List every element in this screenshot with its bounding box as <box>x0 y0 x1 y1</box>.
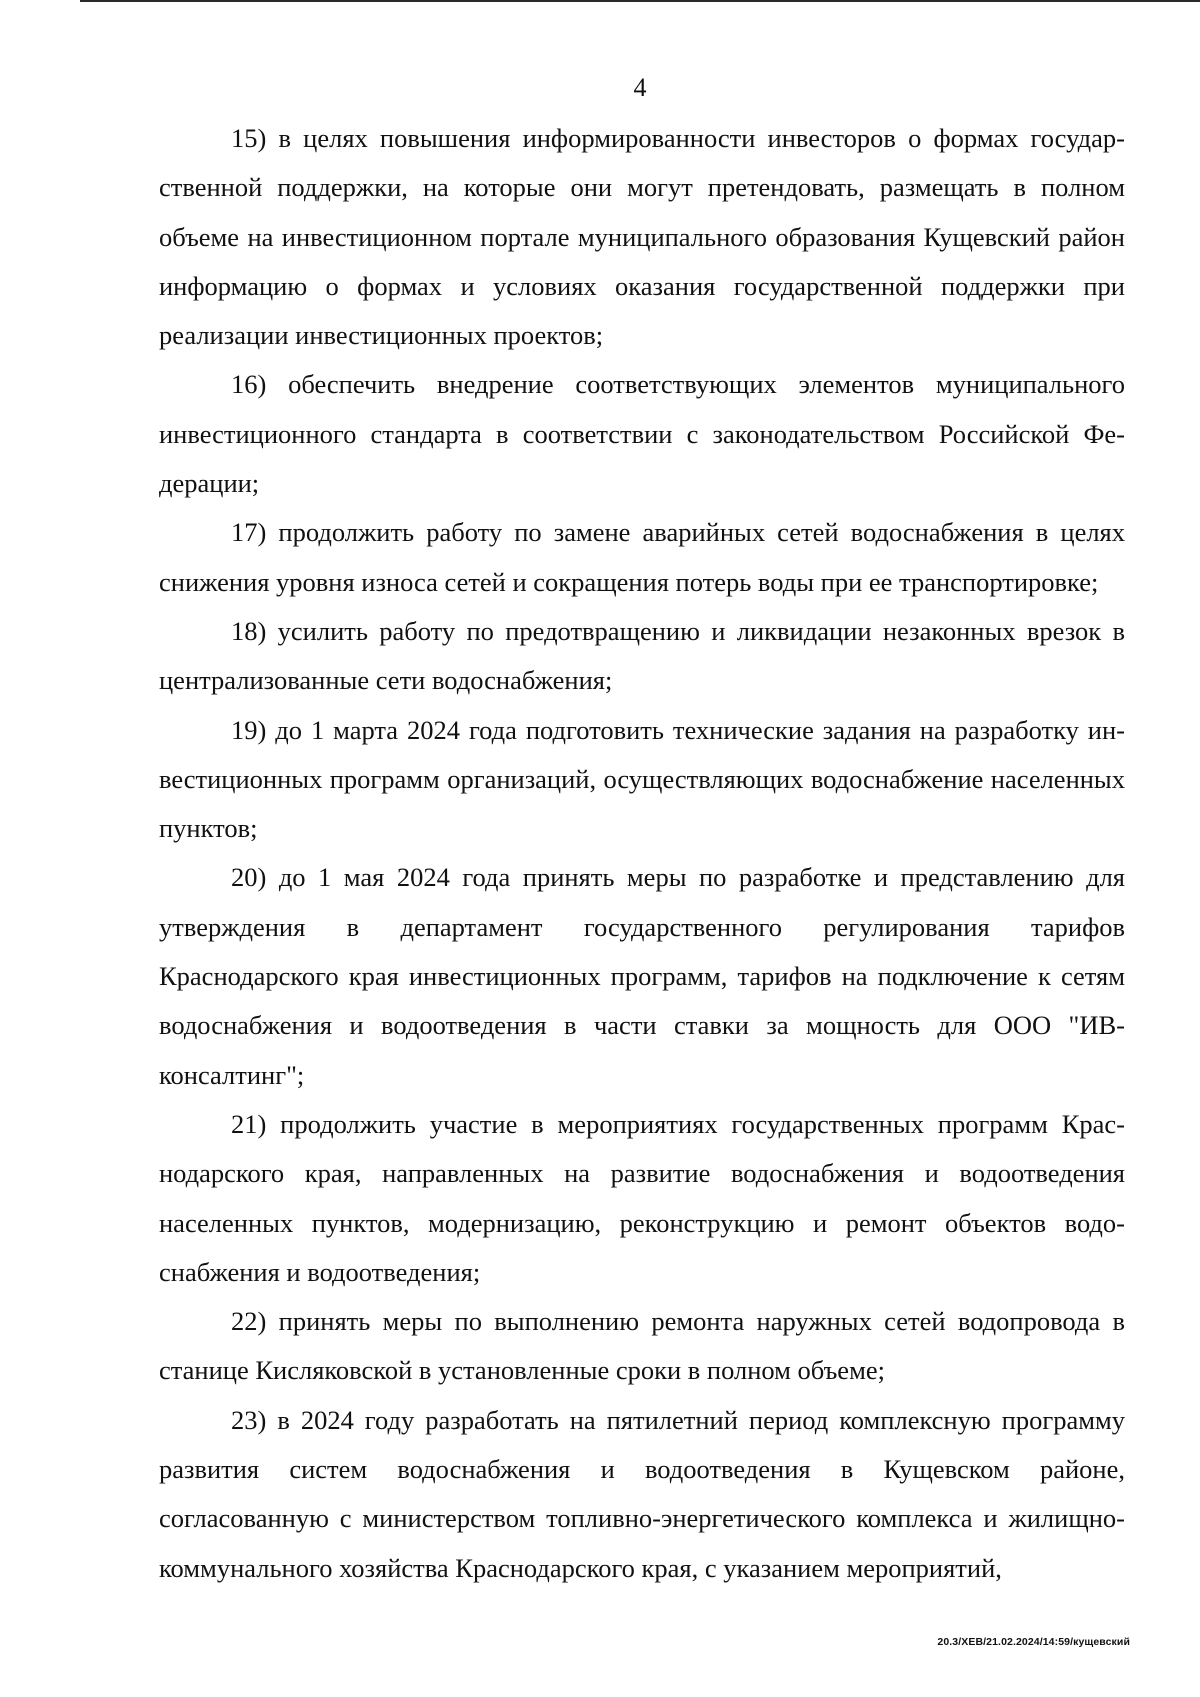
paragraph-item-22: 22) принять меры по выполнению ремонта наружных сетей водопровода в станице Кисляковской в установленные сроки в полном объеме; <box>159 1306 1125 1386</box>
paragraph-item-18: 18) усилить работу по предотвращению и ликвидации незаконных врезок в централизованные сети водоснабжения; <box>159 615 1125 696</box>
paragraph-item-15: 15) в целях повышения информированности инвесторов о формах государственной поддержки, на которые они могут претендовать, размещать в полном объеме на инвестиционном портале муниципального образования Кущевский район информацию о формах и условиях оказания государственной поддержки при реализации инвестиционных проектов; <box>159 123 1125 351</box>
document-body <box>159 114 1125 1593</box>
page-number: 4 <box>633 73 647 102</box>
paragraph-item-17: 17) продолжить работу по замене аварийных сетей водоснабжения в целях снижения уровня износа сетей и сокращения потерь воды при ее транспортировке; <box>159 517 1125 597</box>
paragraph-item-21: 21) продолжить участие в мероприятиях государственных программ Краснодарского края, направленных на развитие водоснабжения и водоотведения населенных пунктов, модернизацию, реконструкцию и ремонт объектов водоснабжения и водоотведения; <box>159 1108 1125 1287</box>
document-registration-stamp: 20.3/ХЕВ/21.02.2024/14:59/кущевский <box>937 1636 1130 1648</box>
paragraph-item-23: 23) в 2024 году разработать на пятилетний период комплексную программу развития систем водоснабжения и водоотведения в Кущевском районе, согласованную с министерством топливно-энергетического комплекса и жилищно-коммунального хозяйства Краснодарского края, с указанием мероприятий, <box>159 1404 1125 1583</box>
paragraph-item-19: 19) до 1 марта 2024 года подготовить технические задания на разработку инвестиционных программ организаций, осуществляющих водоснабжение населенных пунктов; <box>159 714 1125 844</box>
scan-top-edge-line <box>80 0 1200 2</box>
paragraph-item-20: 20) до 1 мая 2024 года принять меры по разработке и представлению для утверждения в департамент государственного регулирования тарифов Краснодарского края инвестиционных программ, тарифов на подключение к сетям водоснабжения и водоотведения в части ставки за мощность для ООО "ИВ-консалтинг"; <box>159 862 1125 1090</box>
paragraph-item-16: 16) обеспечить внедрение соответствующих элементов муниципального инвестиционного стандарта в соответствии с законодательством Российской Федерации; <box>159 369 1125 499</box>
